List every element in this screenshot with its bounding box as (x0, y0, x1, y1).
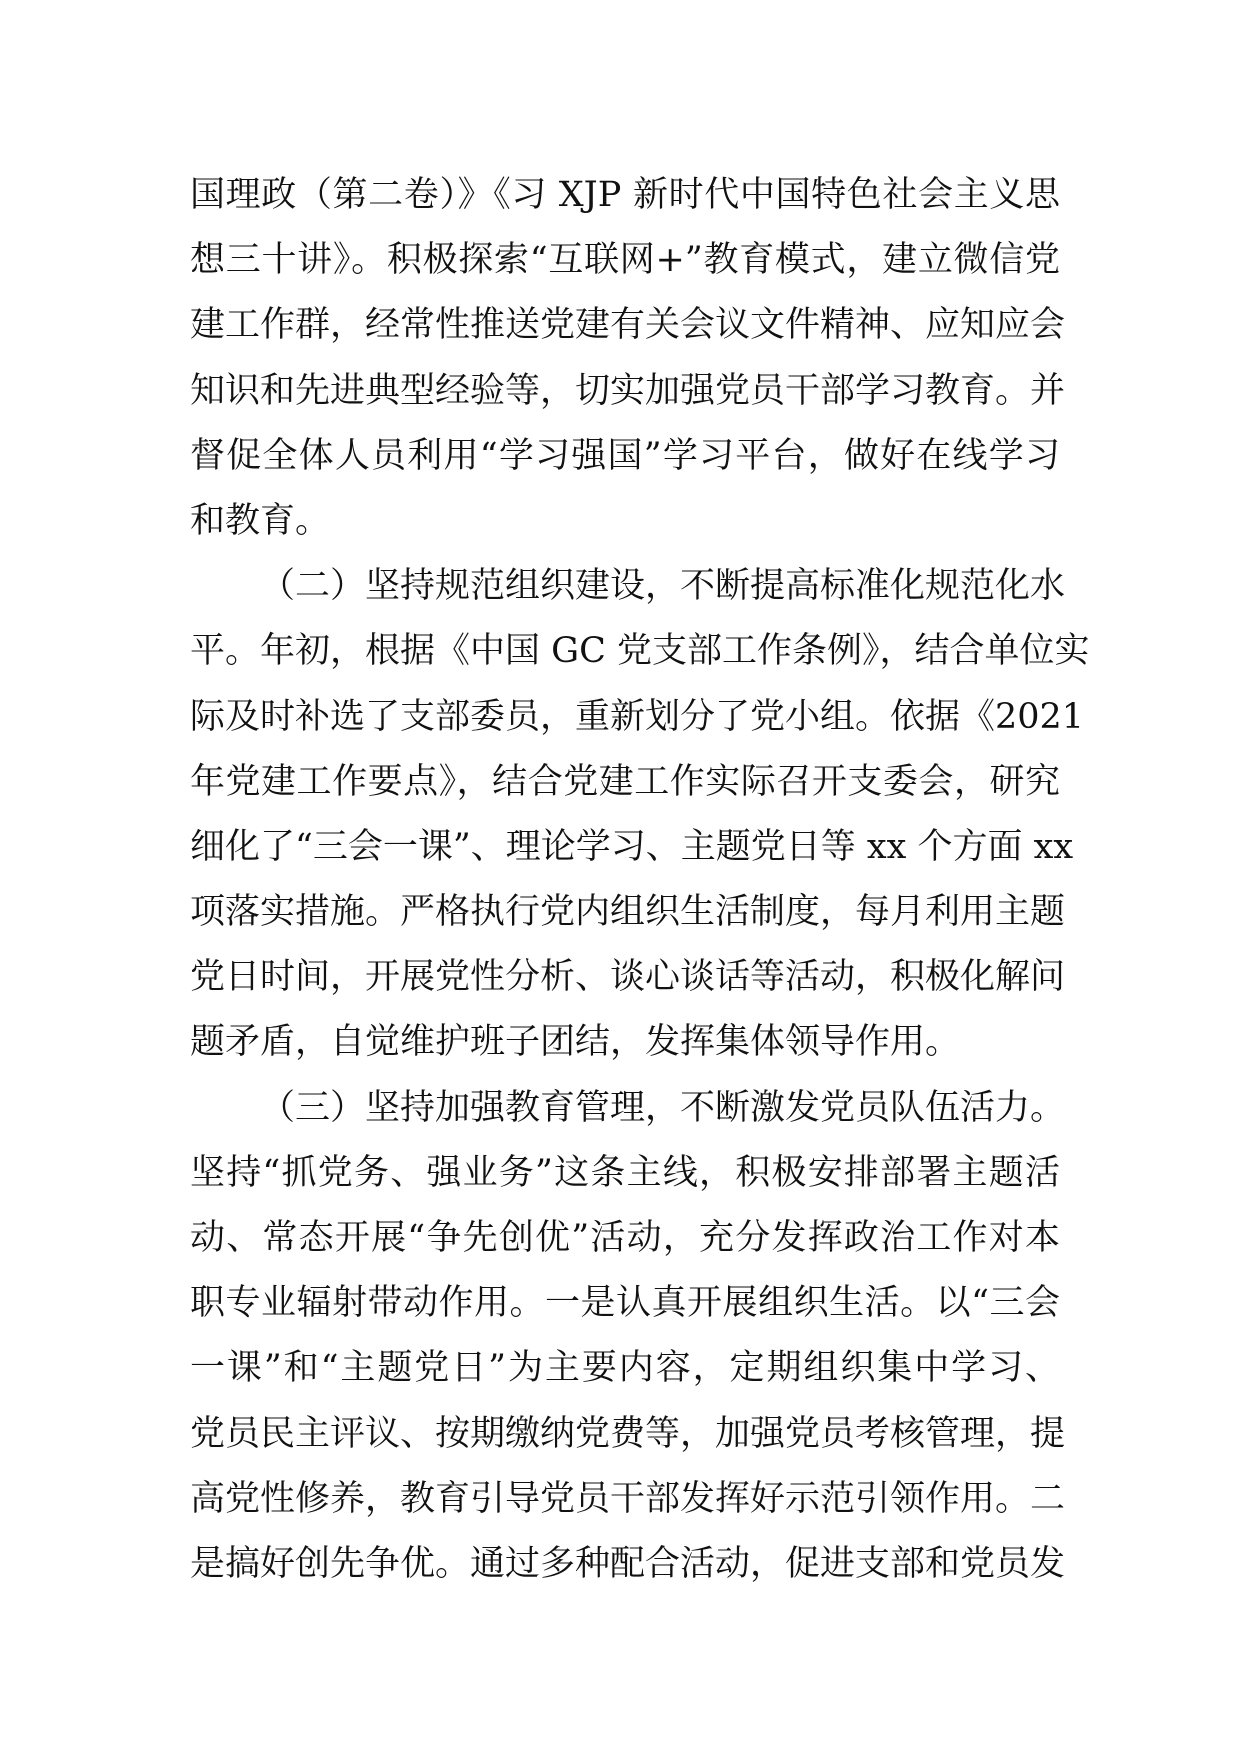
body-text-line: 知识和先进典型经验等，切实加强党员干部学习教育。并 (190, 370, 1066, 411)
body-text-line: 坚持“抓党务、强业务”这条主线，积极安排部署主题活 (190, 1152, 1060, 1193)
body-text-line: 一课”和“主题党日”为主要内容，定期组织集中学习、 (190, 1348, 1060, 1389)
body-text-line: 想三十讲》。积极探索“互联网+”教育模式，建立微信党 (190, 240, 1060, 281)
body-text-line: 细化了“三会一课”、理论学习、主题党日等 xx 个方面 xx (190, 826, 1074, 867)
body-text-line: 党员民主评议、按期缴纳党费等，加强党员考核管理，提 (190, 1413, 1066, 1454)
body-text-line: 题矛盾，自觉维护班子团结，发挥集体领导作用。 (190, 1022, 961, 1063)
body-text-line: 际及时补选了支部委员，重新划分了党小组。依据《2021 (190, 696, 1085, 737)
body-text-line: 党日时间，开展党性分析、谈心谈话等活动，积极化解问 (190, 957, 1066, 998)
document-body (190, 163, 1090, 1597)
section-heading-line: （二）坚持规范组织建设，不断提高标准化规范化水 (260, 566, 1066, 607)
body-text-line: 和教育。 (190, 500, 331, 541)
body-text-line: 督促全体人员利用“学习强国”学习平台，做好在线学习 (190, 435, 1060, 476)
body-text-line: 职专业辐射带动作用。一是认真开展组织生活。以“三会 (190, 1283, 1060, 1324)
body-text-line: 平。年初，根据《中国 GC 党支部工作条例》，结合单位实 (190, 631, 1090, 672)
section-heading-line: （三）坚持加强教育管理，不断激发党员队伍活力。 (260, 1087, 1066, 1128)
body-text-line: 年党建工作要点》，结合党建工作实际召开支委会，研究 (190, 761, 1060, 802)
body-text-line: 高党性修养，教育引导党员干部发挥好示范引领作用。二 (190, 1478, 1066, 1519)
body-text-line: 项落实措施。严格执行党内组织生活制度，每月利用主题 (190, 892, 1066, 933)
body-text-line: 国理政（第二卷）》《习 XJP 新时代中国特色社会主义思 (190, 175, 1060, 215)
body-text-line: 动、常态开展“争先创优”活动，充分发挥政治工作对本 (190, 1218, 1060, 1258)
body-text-line: 建工作群，经常性推送党建有关会议文件精神、应知应会 (190, 305, 1066, 346)
body-text-line: 是搞好创先争优。通过多种配合活动，促进支部和党员发 (190, 1543, 1066, 1584)
